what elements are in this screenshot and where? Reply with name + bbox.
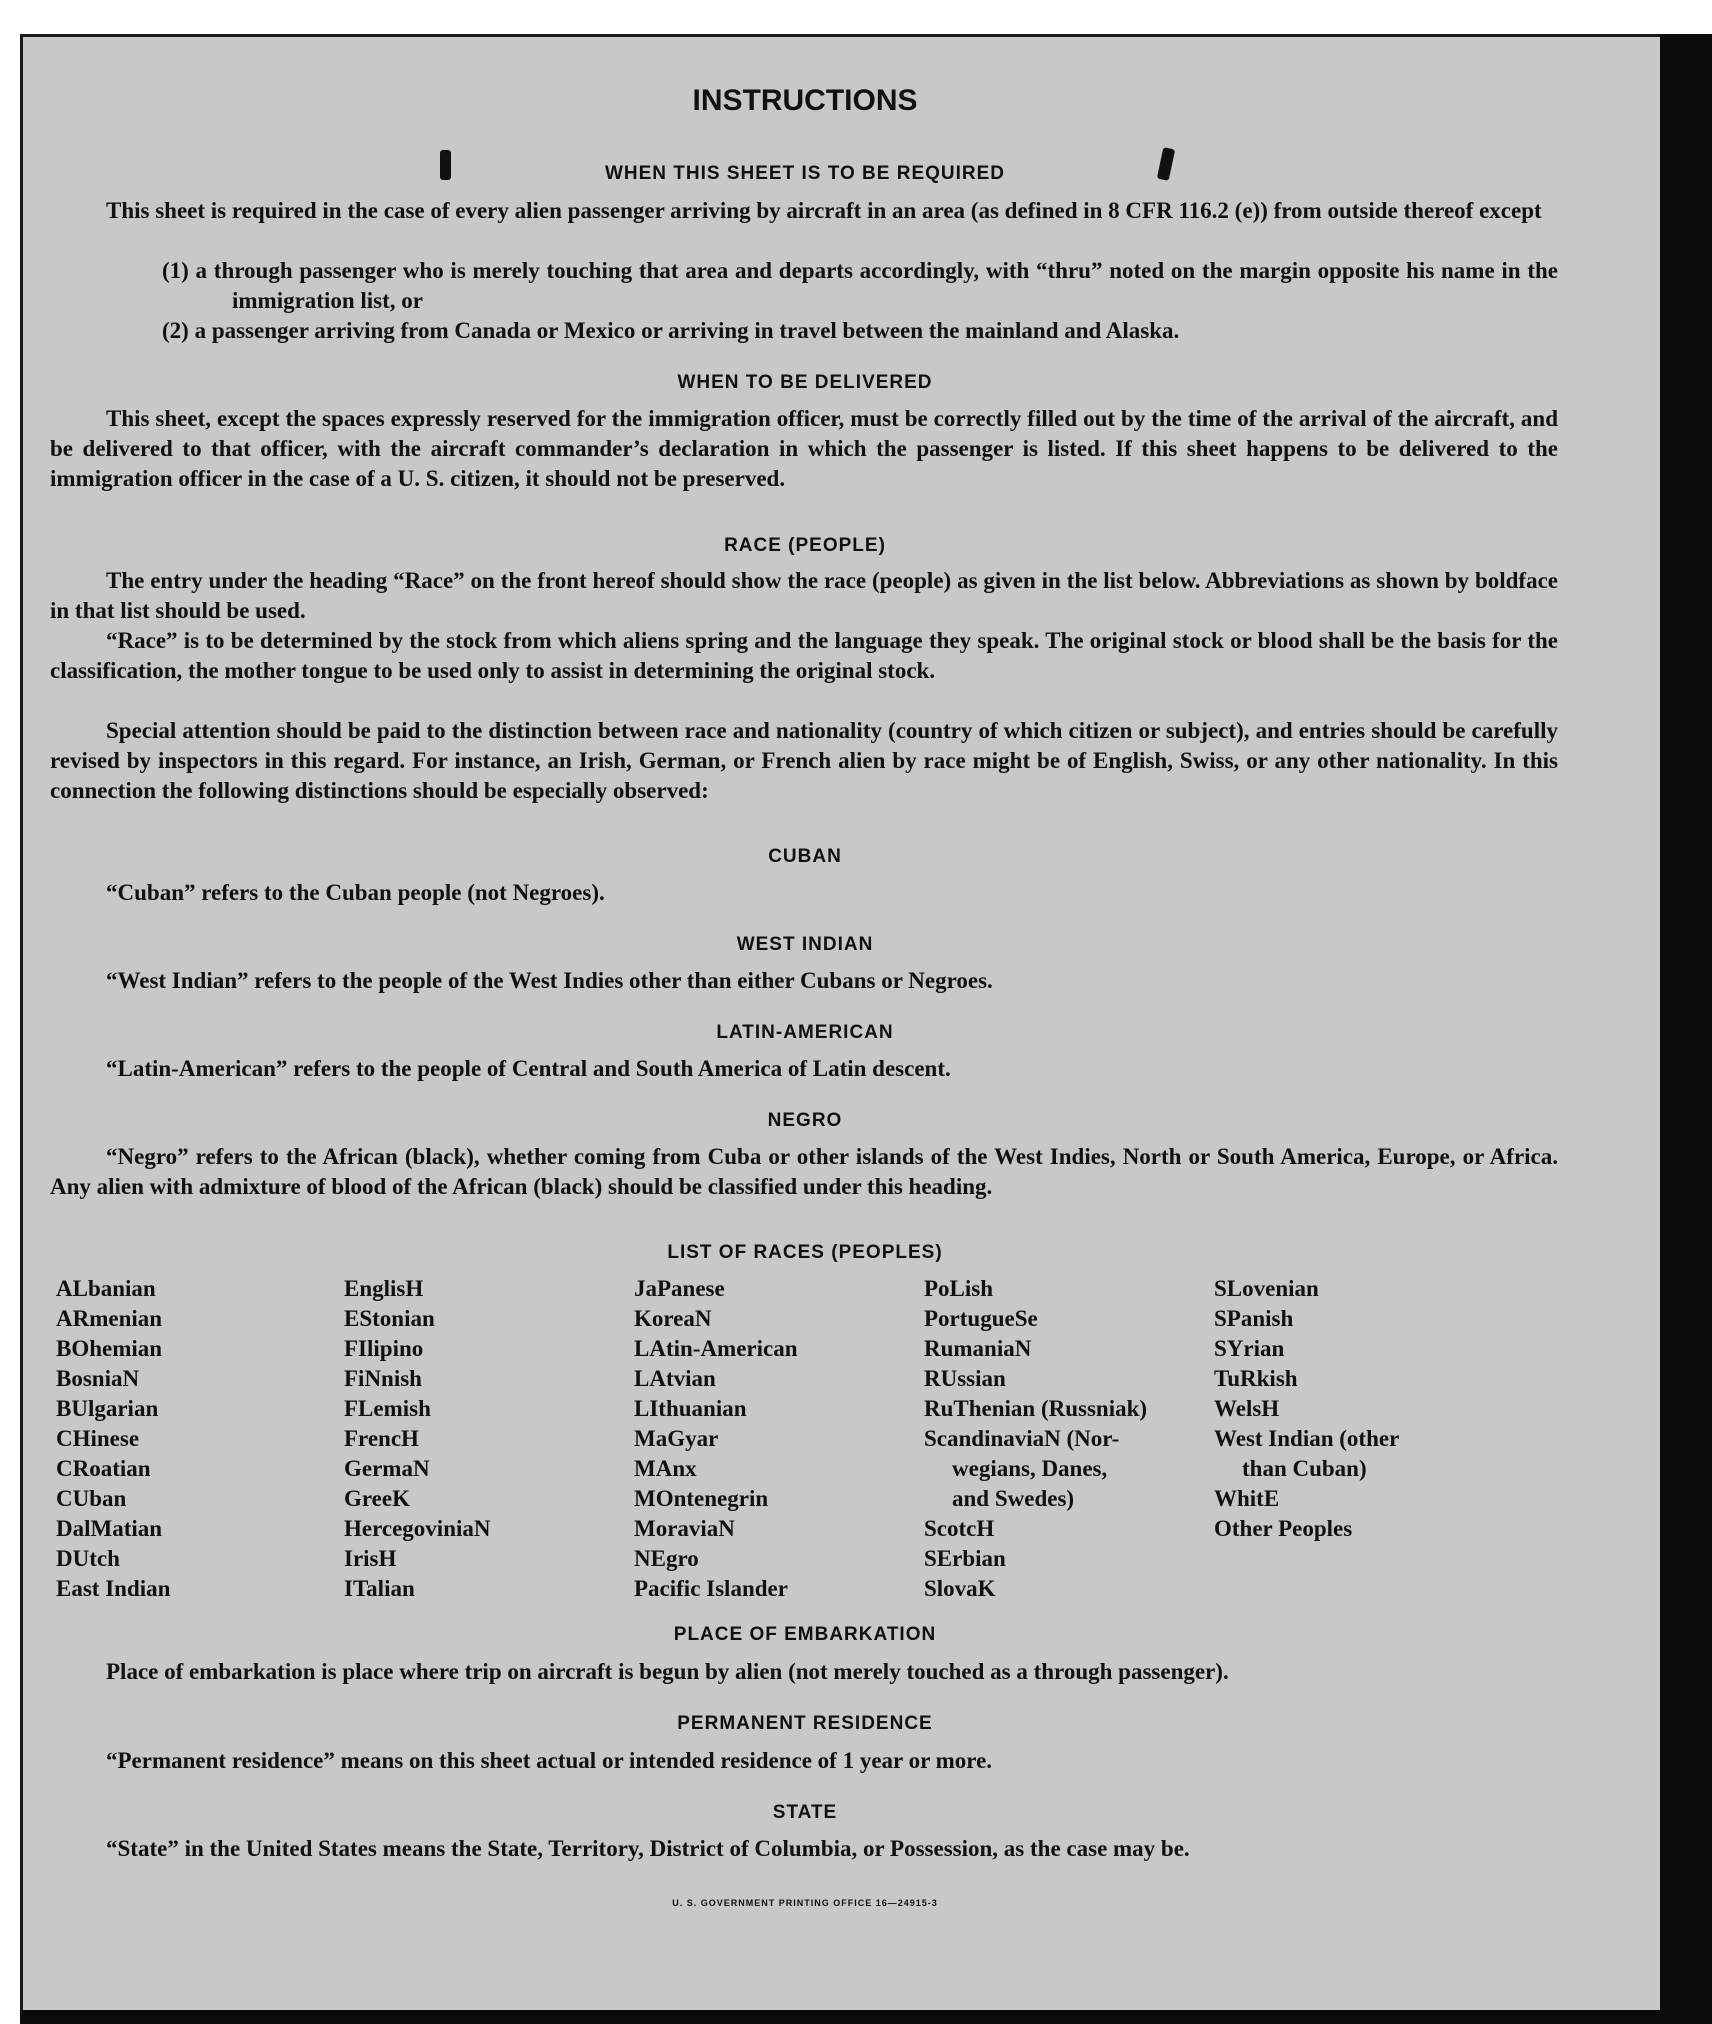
race-entry: SErbian bbox=[924, 1546, 1006, 1571]
race-entry: IrisH bbox=[344, 1546, 397, 1571]
race-entry: BUlgarian bbox=[56, 1396, 159, 1421]
negro-text: “Negro” refers to the African (black), whether coming from Cuba or other islands of the West Indies, North or South America, Europe, or Africa. Any alien with admixture of blood of the African (black) should be classified under this heading. bbox=[50, 1144, 1558, 1199]
section-heading-negro: NEGRO bbox=[767, 1110, 843, 1131]
race-entry: FIlipino bbox=[344, 1336, 424, 1361]
race-entry: LAtvian bbox=[634, 1366, 716, 1391]
race-entry: ITalian bbox=[344, 1576, 415, 1601]
cuban-text: “Cuban” refers to the Cuban people (not Negroes). bbox=[106, 880, 605, 905]
race-entry: CHinese bbox=[56, 1426, 140, 1451]
race-entry: MAnx bbox=[634, 1456, 697, 1481]
race-entry: BOhemian bbox=[56, 1336, 163, 1361]
race-entry: ScotcH bbox=[924, 1516, 995, 1541]
printing-office-footer: U. S. GOVERNMENT PRINTING OFFICE 16—24915-3 bbox=[672, 1898, 938, 1908]
race-entry: MOntenegrin bbox=[634, 1486, 769, 1511]
race-entry: CRoatian bbox=[56, 1456, 151, 1481]
race-list-column-1 bbox=[56, 1274, 170, 1604]
race-entry: LAtin-American bbox=[634, 1336, 798, 1361]
section-heading-state: STATE bbox=[772, 1802, 838, 1823]
race-list-column-3 bbox=[634, 1274, 798, 1604]
embarkation-text: Place of embarkation is place where trip on aircraft is begun by alien (not merely touched as a through passenger). bbox=[106, 1659, 1229, 1684]
race-entry: wegians, Danes, bbox=[952, 1456, 1108, 1481]
document-title: INSTRUCTIONS bbox=[692, 84, 918, 117]
race-entry: ALbanian bbox=[56, 1276, 156, 1301]
required-item-2: (2) a passenger arriving from Canada or Mexico or arriving in travel between the mainland and Alaska. bbox=[162, 318, 1180, 343]
race-entry: Other Peoples bbox=[1214, 1516, 1353, 1541]
west-indian-text: “West Indian” refers to the people of the West Indies other than either Cubans or Negroes. bbox=[106, 968, 993, 993]
scan-border-right bbox=[1660, 34, 1712, 2024]
state-text: “State” in the United States means the State, Territory, District of Columbia, or Possession, as the case may be. bbox=[106, 1836, 1190, 1861]
race-entry: PoLish bbox=[924, 1276, 994, 1301]
section-heading-required: WHEN THIS SHEET IS TO BE REQUIRED bbox=[604, 163, 1006, 184]
race-entry: RUssian bbox=[924, 1366, 1006, 1391]
race-entry: JaPanese bbox=[634, 1276, 725, 1301]
race-entry: ARmenian bbox=[56, 1306, 163, 1331]
delivered-text: This sheet, except the spaces expressly reserved for the immigration officer, must be correctly filled out by the time of the arrival of the aircraft, and be delivered to that officer, with the aircraft commander’s declaration in which the passenger is listed. If this sheet happens to be delivered to the immigration officer in the case of a U. S. citizen, it should not be preserved. bbox=[50, 406, 1558, 491]
race-list-column-4 bbox=[924, 1274, 1147, 1604]
race-entry: KoreaN bbox=[634, 1306, 712, 1331]
race-entry: ScandinaviaN (Nor- bbox=[924, 1426, 1120, 1451]
race-paragraph-1: The entry under the heading “Race” on the front hereof should show the race (people) as given in the list below. Abbreviations as shown by boldface in that list should be used. bbox=[50, 568, 1558, 623]
section-heading-list-of-races: LIST OF RACES (PEOPLES) bbox=[667, 1242, 943, 1263]
section-heading-cuban: CUBAN bbox=[768, 846, 842, 867]
race-entry: DUtch bbox=[56, 1546, 120, 1571]
scan-border-bottom bbox=[20, 2010, 1712, 2024]
race-entry: West Indian (other bbox=[1214, 1426, 1400, 1451]
section-heading-latin-american: LATIN-AMERICAN bbox=[716, 1022, 894, 1043]
race-entry: TuRkish bbox=[1214, 1366, 1298, 1391]
race-entry: WhitE bbox=[1214, 1486, 1280, 1511]
section-heading-embarkation: PLACE OF EMBARKATION bbox=[673, 1624, 937, 1645]
race-entry: EStonian bbox=[344, 1306, 435, 1331]
race-entry: MoraviaN bbox=[634, 1516, 735, 1541]
race-entry: CUban bbox=[56, 1486, 127, 1511]
race-entry: PortugueSe bbox=[924, 1306, 1038, 1331]
section-heading-permanent-residence: PERMANENT RESIDENCE bbox=[677, 1713, 933, 1734]
race-entry: RumaniaN bbox=[924, 1336, 1032, 1361]
race-entry: GermaN bbox=[344, 1456, 430, 1481]
race-entry: SLovenian bbox=[1214, 1276, 1319, 1301]
race-entry: EnglisH bbox=[344, 1276, 424, 1301]
race-paragraph-3: Special attention should be paid to the distinction between race and nationality (country of which citizen or subject), and entries should be carefully revised by inspectors in this regard. For instance, an Irish, German, or French alien by race might be of English, Swiss, or any other nationality. In this connection the following distinctions should be especially observed: bbox=[50, 718, 1558, 803]
section-heading-race: RACE (PEOPLE) bbox=[724, 535, 886, 556]
race-entry: SlovaK bbox=[924, 1576, 996, 1601]
race-entry: WelsH bbox=[1214, 1396, 1280, 1421]
latin-american-text: “Latin-American” refers to the people of Central and South America of Latin descent. bbox=[106, 1056, 951, 1081]
race-entry: NEgro bbox=[634, 1546, 699, 1571]
race-entry: MaGyar bbox=[634, 1426, 719, 1451]
race-entry: BosniaN bbox=[56, 1366, 140, 1391]
race-entry: DalMatian bbox=[56, 1516, 163, 1541]
race-entry: GreeK bbox=[344, 1486, 410, 1511]
race-entry: FLemish bbox=[344, 1396, 431, 1421]
race-entry: than Cuban) bbox=[1242, 1456, 1367, 1481]
section-heading-west-indian: WEST INDIAN bbox=[736, 934, 874, 955]
race-list-column-5 bbox=[1214, 1274, 1399, 1544]
required-intro: This sheet is required in the case of every alien passenger arriving by aircraft in an area (as defined in 8 CFR 116.2 (e)) from outside thereof except bbox=[106, 198, 1542, 223]
race-entry: FiNnish bbox=[344, 1366, 422, 1391]
race-entry: SYrian bbox=[1214, 1336, 1285, 1361]
race-entry: and Swedes) bbox=[952, 1486, 1075, 1511]
permanent-residence-text: “Permanent residence” means on this sheet actual or intended residence of 1 year or more. bbox=[106, 1748, 993, 1773]
section-heading-delivered: WHEN TO BE DELIVERED bbox=[677, 372, 933, 393]
race-paragraph-2: “Race” is to be determined by the stock from which aliens spring and the language they speak. The original stock or blood shall be the basis for the classification, the mother tongue to be used only to assist in determining the original stock. bbox=[50, 628, 1558, 683]
race-entry: RuThenian (Russniak) bbox=[924, 1396, 1148, 1421]
race-entry: East Indian bbox=[56, 1576, 171, 1601]
race-entry: FrencH bbox=[344, 1426, 419, 1451]
race-entry: Pacific Islander bbox=[634, 1576, 788, 1601]
race-entry: HercegoviniaN bbox=[344, 1516, 491, 1541]
race-entry: LIthuanian bbox=[634, 1396, 747, 1421]
required-item-1: (1) a through passenger who is merely touching that area and departs accordingly, with “thru” noted on the margin opposite his name in the immigration list, or bbox=[162, 258, 1558, 313]
race-list-column-2 bbox=[344, 1274, 491, 1604]
race-entry: SPanish bbox=[1214, 1306, 1294, 1331]
